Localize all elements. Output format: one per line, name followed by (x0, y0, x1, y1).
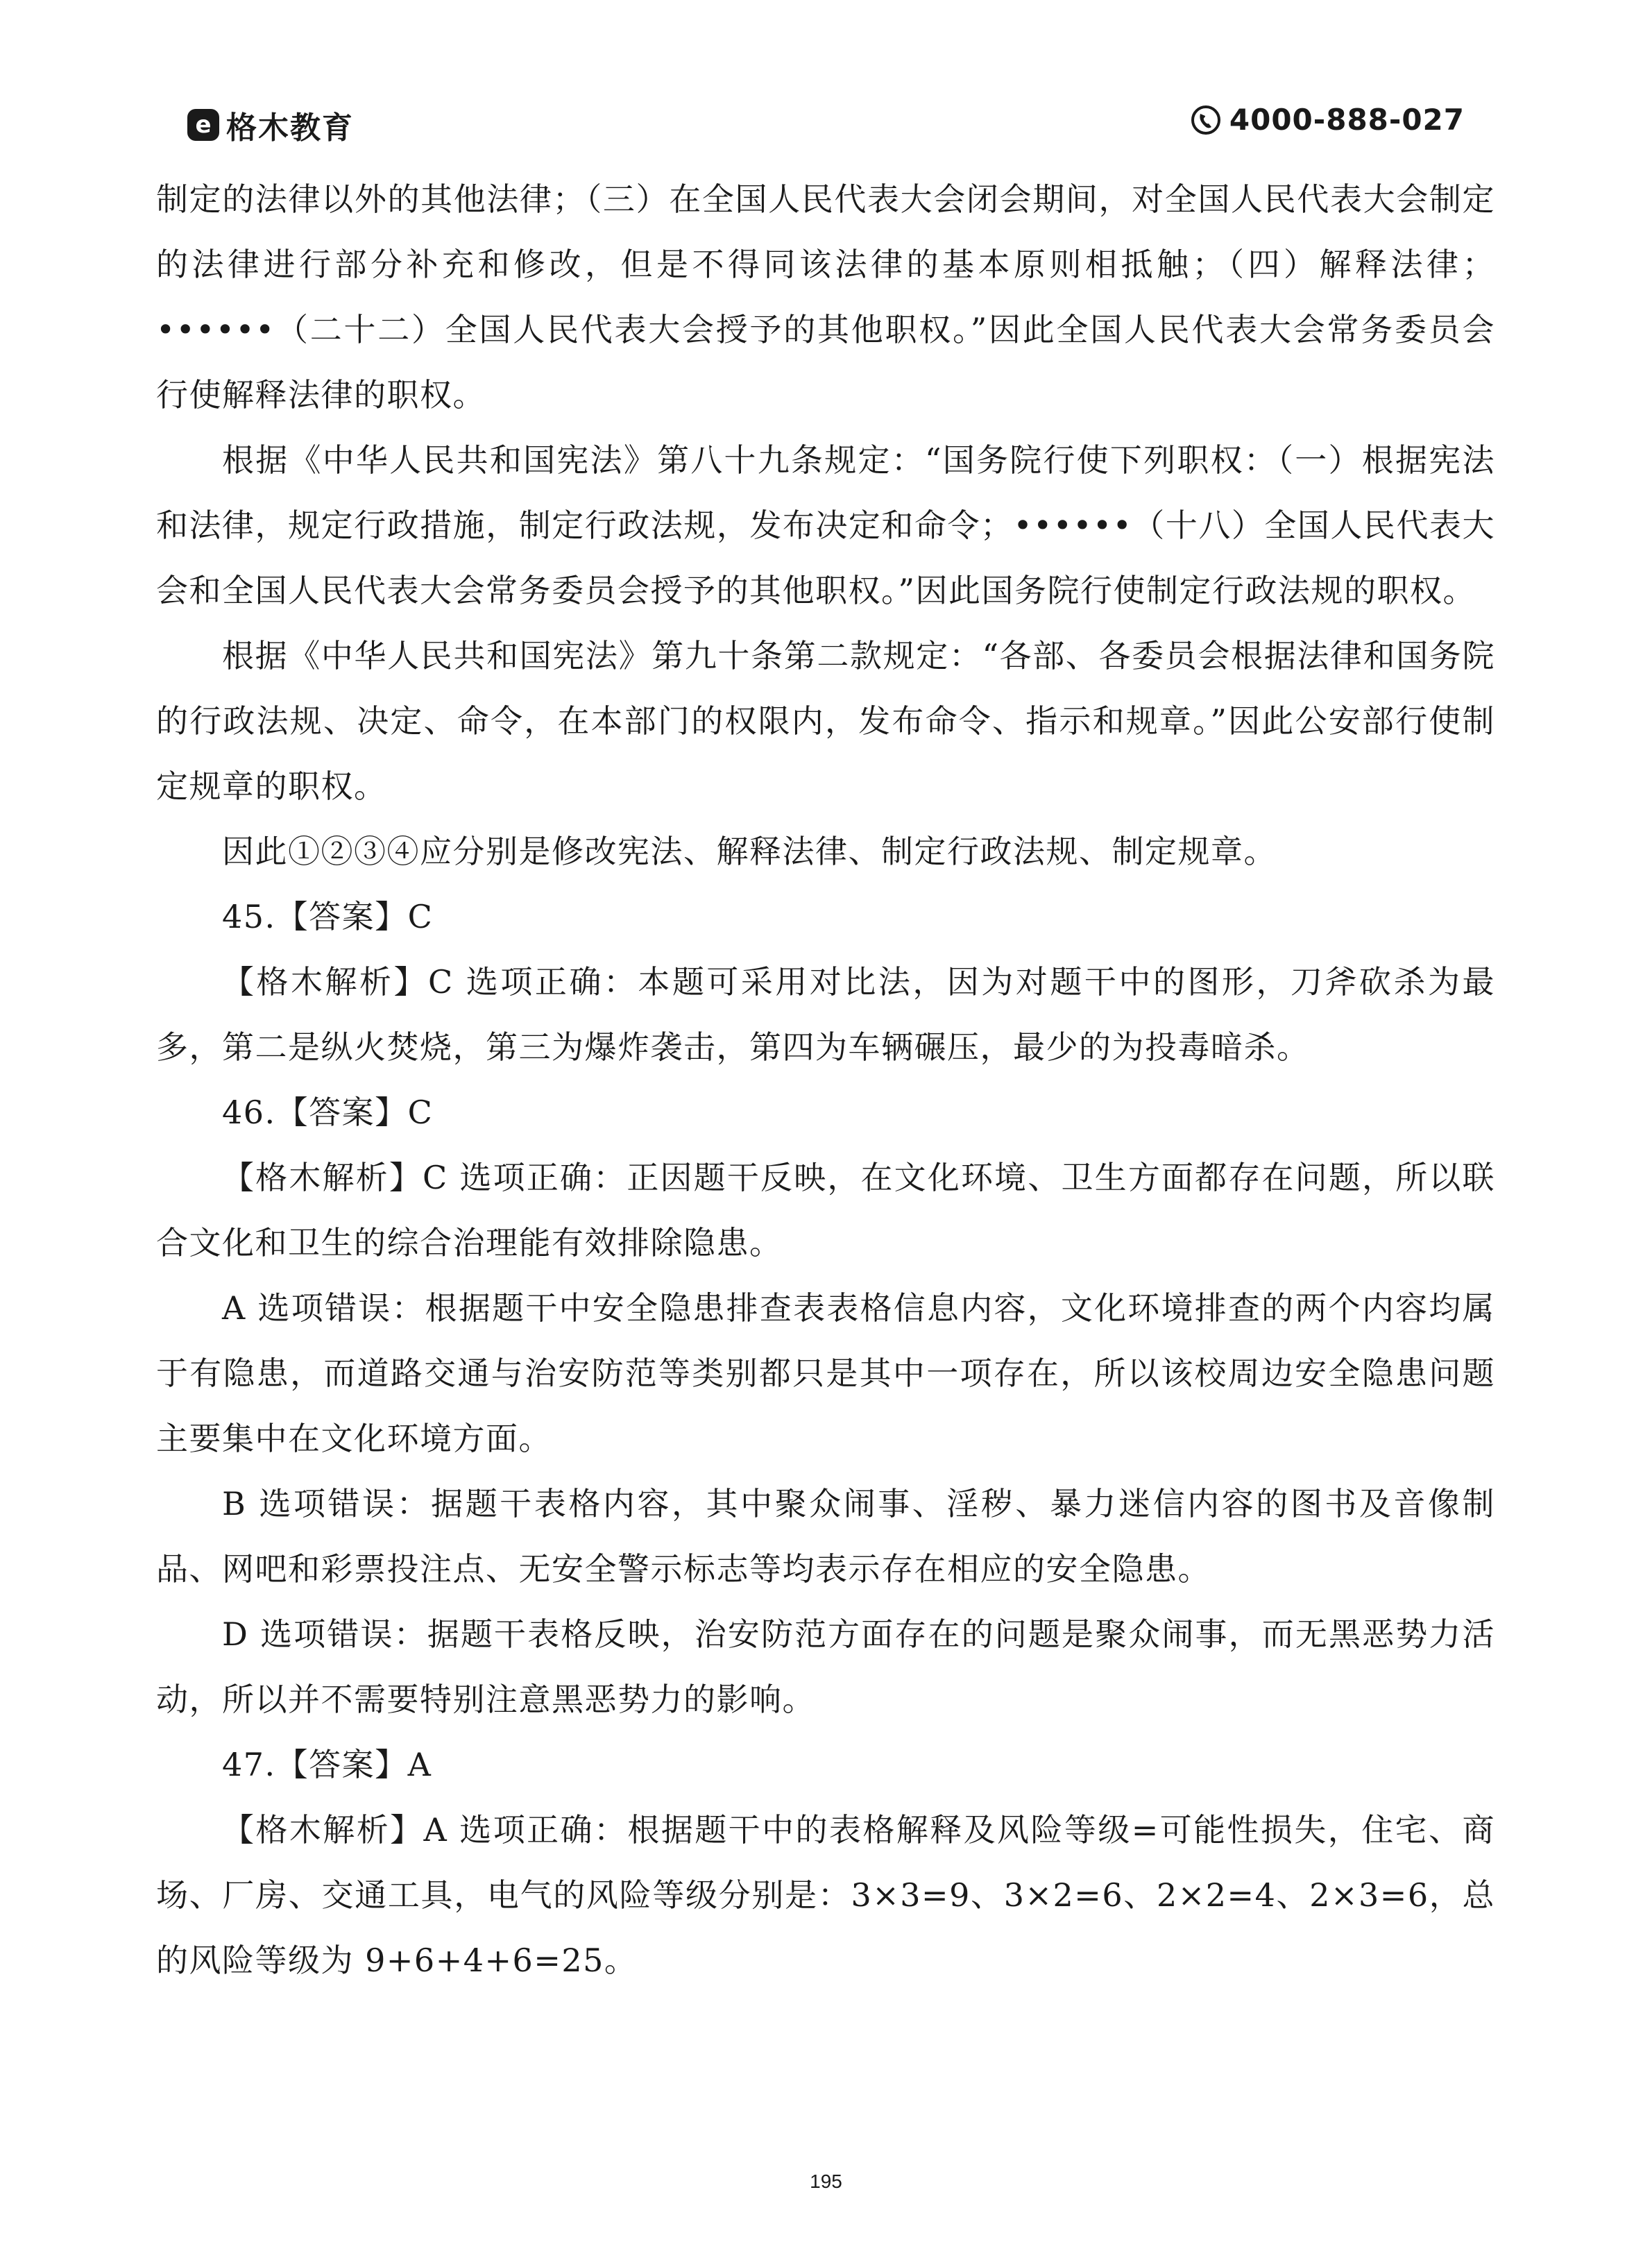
paragraph-continuation: 制定的法律以外的其他法律；（三）在全国人民代表大会闭会期间，对全国人民代表大会制定的法律进行部分补充和修改，但是不得同该法律的基本原则相抵触；（四）解释法律；••••••（二十二）全国人民代表大会授予的其他职权。”因此全国人民代表大会常务委员会行使解释法律的职权。 (156, 180, 1495, 414)
analysis-45: 【格木解析】C 选项正确：本题可采用对比法，因为对题干中的图形，刀斧砍杀为最多，第二是纵火焚烧，第三为爆炸袭击，第四为车辆碾压，最少的为投毒暗杀。 (156, 963, 1495, 1066)
answer-47: 47.【答案】A (222, 1746, 432, 1783)
logo-mark-icon: e (187, 109, 219, 141)
document-body (156, 167, 1495, 1993)
option-d-46: D 选项错误：据题干表格反映，治安防范方面存在的问题是聚众闹事，而无黑恶势力活动，所以并不需要特别注意黑恶势力的影响。 (156, 1615, 1495, 1718)
paragraph-article-89: 根据《中华人民共和国宪法》第八十九条规定：“国务院行使下列职权：（一）根据宪法和法律，规定行政措施，制定行政法规，发布决定和命令；••••••（十八）全国人民代表大会和全国人民代表大会常务委员会授予的其他职权。”因此国务院行使制定行政法规的职权。 (156, 441, 1495, 609)
phone-number: 4000-888-027 (1229, 103, 1465, 137)
answer-46: 46.【答案】C (222, 1094, 434, 1131)
phone-contact (1191, 103, 1465, 137)
answer-45: 45.【答案】C (222, 898, 434, 935)
brand-logo (187, 103, 354, 147)
paragraph-article-90: 根据《中华人民共和国宪法》第九十条第二款规定：“各部、各委员会根据法律和国务院的行政法规、决定、命令，在本部门的权限内，发布命令、指示和规章。”因此公安部行使制定规章的职权。 (156, 637, 1495, 805)
option-a-46: A 选项错误：根据题干中安全隐患排查表表格信息内容，文化环境排查的两个内容均属于有隐患，而道路交通与治安防范等类别都只是其中一项存在，所以该校周边安全隐患问题主要集中在文化环境方面。 (156, 1289, 1495, 1457)
phone-icon (1191, 105, 1221, 135)
option-b-46: B 选项错误：据题干表格内容，其中聚众闹事、淫秽、暴力迷信内容的图书及音像制品、网吧和彩票投注点、无安全警示标志等均表示存在相应的安全隐患。 (156, 1485, 1495, 1588)
logo-text: 格木教育 (226, 110, 354, 146)
analysis-46: 【格木解析】C 选项正确：正因题干反映，在文化环境、卫生方面都存在问题，所以联合文化和卫生的综合治理能有效排除隐患。 (156, 1159, 1495, 1262)
analysis-47: 【格木解析】A 选项正确：根据题干中的表格解释及风险等级=可能性损失，住宅、商场、厂房、交通工具，电气的风险等级分别是：3×3=9、3×2=6、2×2=4、2×3=6，总的风险等级为 9+6+4+6=25。 (156, 1811, 1495, 1979)
page-header (187, 103, 1465, 151)
page-number: 195 (810, 2171, 842, 2192)
paragraph-conclusion: 因此①②③④应分别是修改宪法、解释法律、制定行政法规、制定规章。 (222, 833, 1277, 870)
